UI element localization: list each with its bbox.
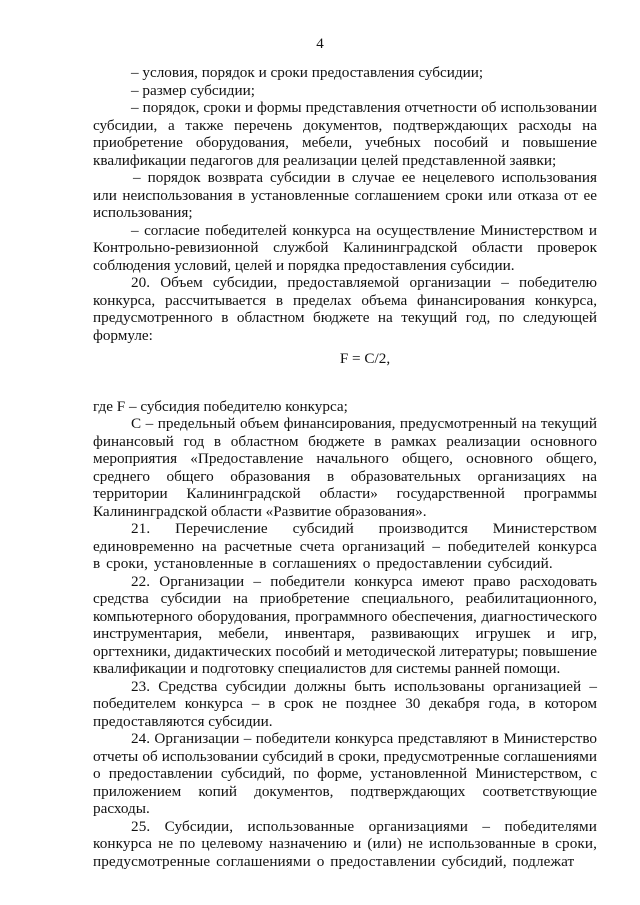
paragraph: 25. Субсидии, использованные организациями – победителями конкурса не по целевому назначению и (или) не использованные в сроки, предусмотренные соглашениями о предоставлении субсидий, подлежат [93,817,597,870]
paragraph: 23. Средства субсидии должны быть использованы организацией – победителем конкурса – в срок не позднее 30 декабря года, в котором предоставляются субсидии. [93,677,597,730]
paragraph: 24. Организации – победители конкурса представляют в Министерство отчеты об использовании субсидий в сроки, предусмотренные соглашениями о предоставлении субсидий, по форме, установленной Министерством, с приложением копий документов, подтверждающих соответствующие расходы. [93,730,597,817]
paragraph: 22. Организации – победители конкурса имеют право расходовать средства субсидии на приобретение специального, реабилитационного, компьютерного оборудования, программного обеспечения, диагностического инструментария, мебели, инвентаря, развивающих игрушек и игр, оргтехники, дидактических пособий и методической литературы; повышение квалификации и подготовку специалистов для системы ранней помощи. [93,572,597,677]
formula: F = C/2, [339,350,391,367]
paragraph: – согласие победителей конкурса на осуществление Министерством и Контрольно-ревизионной службой Калининградской области проверок соблюдения условий, целей и порядка предоставления субсидии. [93,221,597,274]
paragraph: где F – субсидия победителю конкурса; [93,397,348,415]
paragraph: – размер субсидии; [131,81,255,99]
paragraph: – порядок, сроки и формы представления отчетности об использовании субсидии, а также перечень документов, подтверждающих расходы на приобретение оборудования, мебели, учебных пособий и повышение квалификации педагогов для реализации целей представленной заявки; [93,99,597,169]
document-body [93,64,597,870]
paragraph: – условия, порядок и сроки предоставления субсидии; [131,64,484,81]
paragraph: C – предельный объем финансирования, предусмотренный на текущий финансовый год в областном бюджете в рамках реализации основного мероприятия «Предоставление начального общего, основного общего, среднего общего образования в образовательных организациях на территории Калининградской области» государственной программы Калининградской области «Развитие образования». [93,415,597,520]
paragraph: 20. Объем субсидии, предоставляемой организации – победителю конкурса, рассчитывается в пределах объема финансирования конкурса, предусмотренного в областном бюджете на текущий год, по следующей формуле: [93,274,597,344]
paragraph: – порядок возврата субсидии в случае ее нецелевого использования или неиспользования в установленные соглашением сроки или отказа от ее использования; [93,169,597,221]
page-number: 4 [316,36,324,52]
paragraph: 21. Перечисление субсидий производится Министерством единовременно на расчетные счета организаций – победителей конкурса в сроки, установленные в соглашениях о предоставлении субсидий. [93,520,597,572]
